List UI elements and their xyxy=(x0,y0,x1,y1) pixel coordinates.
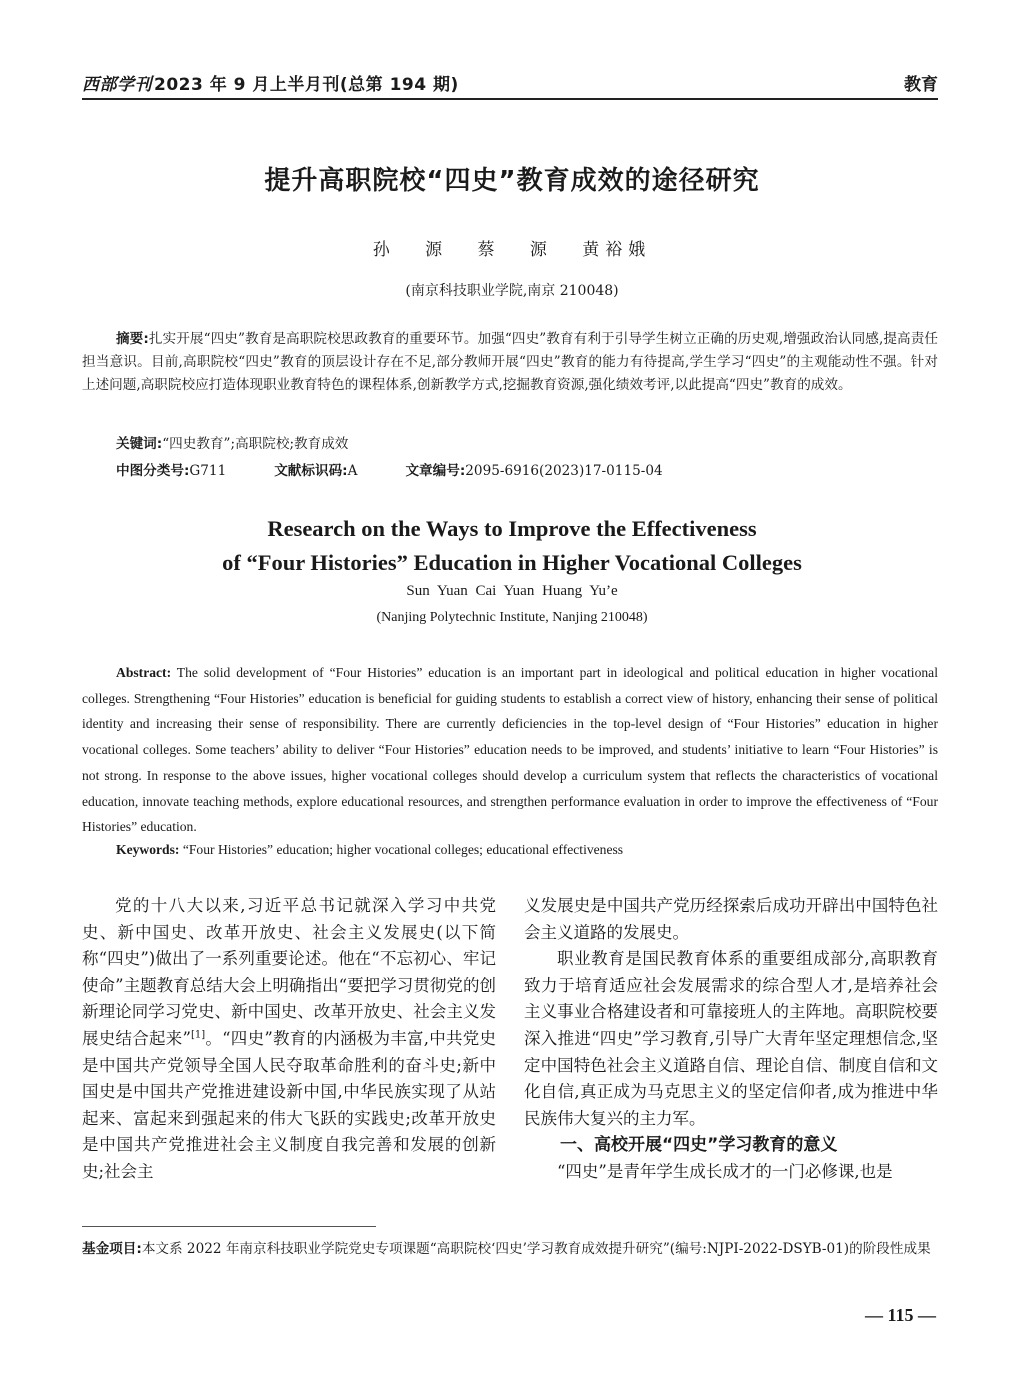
body-paragraph: 义发展史是中国共产党历经探索后成功开辟出中国特色社会主义道路的发展史。 xyxy=(524,896,938,942)
journal-logo: 西部学刊 xyxy=(82,75,152,95)
page-number: — 115 — xyxy=(864,1305,936,1325)
abstract-text-cn: 扎实开展“四史”教育是高职院校思政教育的重要环节。加强“四史”教育有利于引导学生树立正确的历史观,增强政治认同感,提高责任担当意识。目前,高职院校“四史”教育的顶层设计存在不足,部分教师开展“四史”教育的能力有待提高,学生学习“四史”的主观能动性不强。针对上述问题,高职院校应打造体现职业教育特色的课程体系,创新教学方式,挖掘教育资源,强化绩效考评,以此提高“四史”教育的成效。 xyxy=(82,331,939,393)
keywords-text-en: “Four Histories” education; higher vocational colleges; educational effectiveness xyxy=(179,842,624,857)
classification-line xyxy=(116,459,663,479)
footnote-divider xyxy=(82,1226,376,1227)
doc-code-label: 文献标识码: xyxy=(274,463,348,479)
affiliation-en: (Nanjing Polytechnic Institute, Nanjing 210048) xyxy=(376,610,648,625)
class-value: G711 xyxy=(189,463,227,479)
citation-ref: [1] xyxy=(190,1029,206,1041)
abstract-cn xyxy=(82,328,938,397)
abstract-label-en: Abstract: xyxy=(116,665,172,680)
paper-title-en xyxy=(0,512,1024,580)
article-no-value: 2095-6916(2023)17-0115-04 xyxy=(465,463,663,479)
authors-cn: 孙 源 蔡 源 黄裕娥 xyxy=(372,240,652,260)
body-paragraph: 职业教育是国民教育体系的重要组成部分,高职教育致力于培育适应社会发展需求的综合型人才,是培养社会主义事业合格建设者和可靠接班人的主阵地。高职院校要深入推进“四史”学习教育,引导广大青年坚定理想信念,坚定中国特色社会主义道路自信、理论自信、制度自信和文化自信,真正成为马克思主义的坚定信仰者,成为推进中华民族伟大复兴的主力军。 xyxy=(524,949,938,1128)
abstract-en xyxy=(82,660,938,840)
footnote-text: 本文系 2022 年南京科技职业学院党史专项课题“高职院校‘四史’学习教育成效提升研究”(编号:NJPI-2022-DSYB-01)的阶段性成果 xyxy=(141,1241,931,1257)
title-en-line-1: Research on the Ways to Improve the Effectiveness xyxy=(267,516,757,541)
doc-code-value: A xyxy=(347,463,358,479)
abstract-label-cn: 摘要: xyxy=(116,331,149,347)
paper-title-cn: 提升高职院校“四史”教育成效的途径研究 xyxy=(264,166,760,196)
body-paragraph: “四史”是青年学生成长成才的一门必修课,也是 xyxy=(557,1161,893,1181)
footnote-label: 基金项目: xyxy=(82,1241,142,1257)
body-column-right xyxy=(524,893,938,1186)
section-label: 教育 xyxy=(904,75,938,95)
keywords-en xyxy=(116,842,623,858)
keywords-label-en: Keywords: xyxy=(116,842,180,857)
footnote xyxy=(82,1238,938,1260)
issue-info: 2023 年 9 月上半月刊(总第 194 期) xyxy=(154,75,459,95)
body-column-left xyxy=(82,893,496,1186)
authors-en: Sun Yuan Cai Yuan Huang Yu’e xyxy=(406,583,618,599)
header-divider xyxy=(82,98,938,100)
running-header xyxy=(82,70,459,95)
class-label: 中图分类号: xyxy=(116,463,190,479)
abstract-text-en: The solid development of “Four Histories” education is an important part in ideological and political education in higher vocational colleges. Strengthening “Four Histories” education is beneficial for guiding students to establish a correct view of history, enhancing their sense of political identity and increasing their sense of responsibility. There are currently deficiencies in the top-level design of “Four Histories” education in higher vocational colleges. Some teachers’ ability to deliver “Four Histories” education needs to be improved, and students’ initiative to learn “Four Histories” is not strong. In response to the above issues, higher vocational colleges should develop a curriculum system that reflects the characteristics of vocational education, innovate teaching methods, explore educational resources, and strengthen performance evaluation in order to improve the effectiveness of “Four Histories” education. xyxy=(82,665,938,835)
title-en-line-2: of “Four Histories” Education in Higher Vocational Colleges xyxy=(222,550,802,575)
body-paragraph: 党的十八大以来,习近平总书记就深入学习中共党史、新中国史、改革开放史、社会主义发展史(以下简称“四史”)做出了一系列重要论述。他在“不忘初心、牢记使命”主题教育总结大会上明确指出“要把学习贯彻党的创新理论同学习党史、新中国史、改革开放史、社会主义发展史结合起来”[1]。“四史”教育的内涵极为丰富,中共党史是中国共产党领导全国人民夺取革命胜利的奋斗史;新中国史是中国共产党推进建设新中国,中华民族实现了从站起来、富起来到强起来的伟大飞跃的实践史;改革开放史是中国共产党推进社会主义制度自我完善和发展的创新史;社会主 xyxy=(82,896,497,1181)
keywords-cn xyxy=(116,432,348,452)
keywords-text-cn: “四史教育”;高职院校;教育成效 xyxy=(162,436,349,452)
article-no-label: 文章编号: xyxy=(405,463,466,479)
keywords-label-cn: 关键词: xyxy=(116,436,163,452)
section-heading: 一、高校开展“四史”学习教育的意义 xyxy=(560,1135,838,1156)
affiliation-cn: (南京科技职业学院,南京 210048) xyxy=(405,283,619,299)
